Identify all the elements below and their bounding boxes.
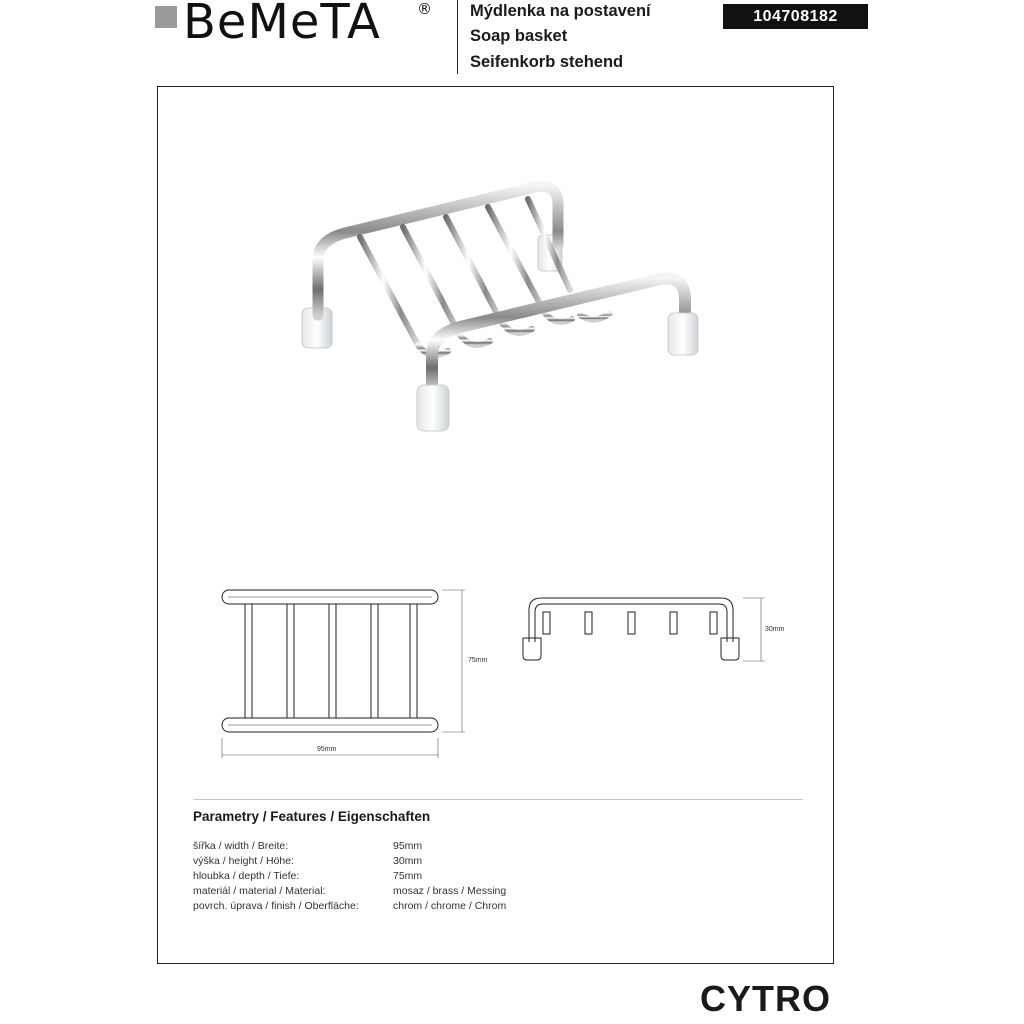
logo-mark bbox=[155, 6, 177, 28]
feature-value: chrom / chrome / Chrom bbox=[393, 900, 507, 912]
side-view-drawing bbox=[515, 592, 775, 667]
title-de: Seifenkorb stehend bbox=[470, 53, 624, 71]
feature-row bbox=[193, 840, 613, 855]
feature-row bbox=[193, 900, 613, 915]
features-title: Parametry / Features / Eigenschaften bbox=[193, 809, 431, 824]
feature-label: hloubka / depth / Tiefe: bbox=[193, 870, 300, 882]
feature-row bbox=[193, 870, 613, 885]
features-divider bbox=[193, 799, 803, 800]
feature-value: 95mm bbox=[393, 840, 423, 852]
depth-dimension-label: 75mm bbox=[468, 657, 488, 664]
header-divider bbox=[457, 0, 458, 74]
feature-label: povrch. úprava / finish / Oberfläche: bbox=[193, 900, 359, 912]
feature-label: výška / height / Höhe: bbox=[193, 855, 294, 867]
feature-value: mosaz / brass / Messing bbox=[393, 885, 507, 897]
feature-value: 75mm bbox=[393, 870, 423, 882]
width-dimension-label: 95mm bbox=[317, 746, 337, 753]
feature-label: materiál / material / Material: bbox=[193, 885, 326, 897]
sku-badge: 104708182 bbox=[723, 4, 868, 29]
title-cz: Mýdlenka na postavení bbox=[470, 2, 651, 20]
title-en: Soap basket bbox=[470, 27, 568, 45]
brand-logo: BeMeTA bbox=[183, 0, 381, 50]
feature-row bbox=[193, 855, 613, 870]
top-view-drawing bbox=[210, 580, 480, 765]
height-dimension-label: 30mm bbox=[765, 626, 785, 633]
soap-basket-photo bbox=[290, 175, 700, 440]
registered-mark: ® bbox=[417, 0, 432, 18]
feature-value: 30mm bbox=[393, 855, 423, 867]
series-name: CYTRO bbox=[700, 978, 831, 1019]
feature-label: šířka / width / Breite: bbox=[193, 840, 289, 852]
feature-row bbox=[193, 885, 613, 900]
